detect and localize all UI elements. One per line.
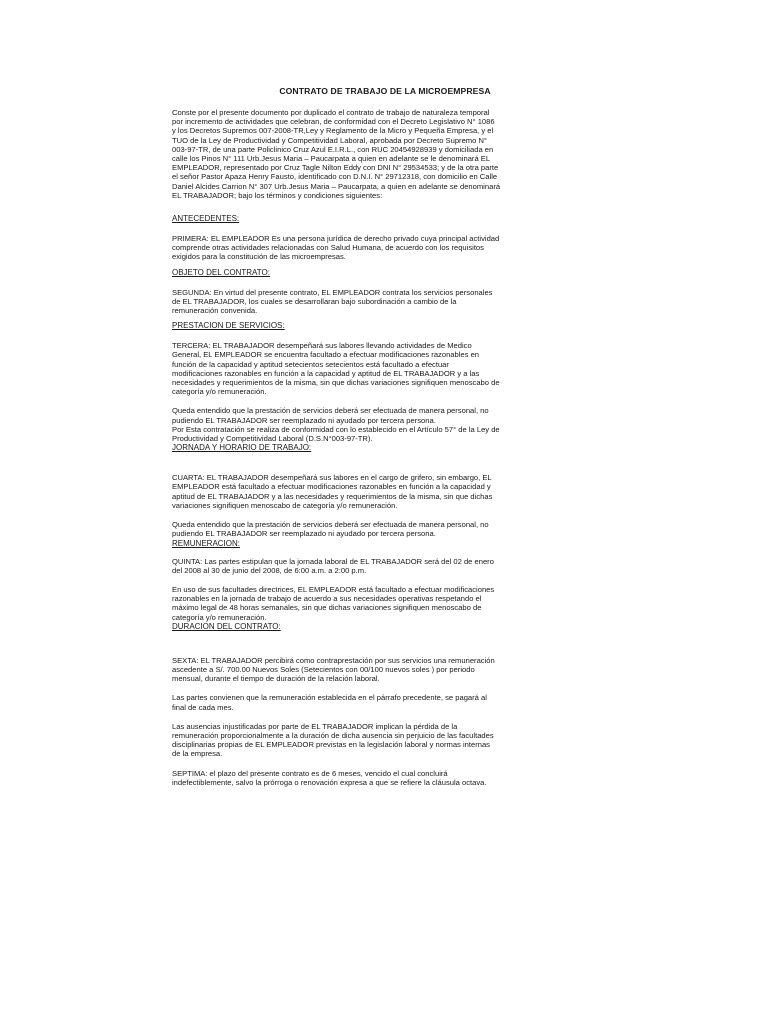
paragraph-queda-entendido-2: Queda entendido que la prestación de servicios deberá ser efectuada de manera personal, no pudiendo EL TRABAJADOR ser reemplazado ni ayudado por tercera persona.: [172, 520, 489, 539]
clause-tercera: TERCERA: EL TRABAJADOR desempeñará sus labores llevando actividades de Medico General, EL EMPLEADOR se encuentra facultado a efectuar modificaciones razonables en función de la capacidad y aptitud setecientos setecientos está facultado a efectuar modificaciones razonables en función a la capacidad y aptitud de EL TRABAJADOR y a las necesidades y requerimientos de la misma, sin que dichas variaciones signifiquen menoscabo de categoría y/o remuneración.: [172, 341, 500, 397]
paragraph-ausencias: Las ausencias injustificadas por parte de EL TRABAJADOR implican la pérdida de la remuneración proporcionalmente a la duración de dicha ausencia sin perjuicio de las facultades disciplinarias propias de EL EMPLEADOR previstas en la legislación laboral y normas internas de la empresa.: [172, 721, 494, 759]
contract-page: [172, 86, 598, 787]
heading-duracion: DURACION DEL CONTRATO:: [172, 621, 281, 631]
document-title: CONTRATO DE TRABAJO DE LA MICROEMPRESA: [279, 86, 491, 96]
clause-cuarta: CUARTA: EL TRABAJADOR desempeñará sus labores en el cargo de grifero, sin embargo, EL EMPLEADOR está facultado a efectuar modificaciones razonables en función a la capacidad y aptitud de EL TRABAJADOR y a las necesidades y requerimientos de la misma, sin que dichas variaciones signifiquen menoscabo de categoría y/o remuneración.: [172, 473, 493, 510]
heading-objeto: OBJETO DEL CONTRATO:: [172, 267, 270, 277]
paragraph-uso-facultades: En uso de sus facultades directrices, EL EMPLEADOR está facultado a efectuar modificaciones razonables en la jornada de trabajo de acuerdo a sus necesidades operativas respetando el máximo legal de 48 horas semanales, sin que dichas variaciones signifiquen menoscabo de categoría y/o remuneración.: [172, 584, 495, 622]
heading-prestacion: PRESTACION DE SERVICIOS:: [172, 321, 285, 331]
heading-jornada: JORNADA Y HORARIO DE TRABAJO:: [172, 443, 312, 453]
paragraph-queda-entendido-1: Queda entendido que la prestación de servicios deberá ser efectuada de manera personal, no pudiendo EL TRABAJADOR ser reemplazado ni ayudado por tercera persona. Por Esta contratación se realiza de conformidad con lo establecido en el Artículo 57° de la Ley de Productividad y Competitividad Laboral (D.S.N°003-97-TR).: [172, 406, 500, 444]
paragraph-partes-convienen: Las partes convienen que la remuneración establecida en el párrafo precedente, se pagará al final de cada mes.: [172, 693, 487, 712]
clause-septima: SEPTIMA: el plazo del presente contrato es de 6 meses, vencido el cual concluirá indefectiblemente, salvo la prórroga o renovación expresa a que se refiere la cláusula octava.: [172, 768, 487, 787]
intro-paragraph: Conste por el presente documento por duplicado el contrato de trabajo de naturaleza temporal por incremento de actividades que celebran, de conformidad con el Decreto Legislativo N° 1086 y los Decretos Supremos 007-2008-TR,Ley y Reglamento de la Micro y Pequeña Empresa, y el TUO de la Ley de Productividad y Competitividad Laboral, aprobada por Decreto Supremo N° 003-97-TR, de una parte Policlinico Cruz Azul E.I.R.L., con RUC 20454928939 y domiciliada en calle los Pinos N° 111 Urb.Jesus Maria – Paucarpata a quien en adelante se le denominará EL EMPLEADOR, representado por Cruz Tagle Nilton Eddy con DNI N° 29534533; y de la otra parte el señor Pastor Apaza Henry Fausto, identificado con D.N.I. N° 29712318, con domicilio en Calle Daniel Alcides Carrion N° 307 Urb.Jesus Maria – Paucarpata, a quien en adelante se denominará EL TRABAJADOR; bajo los términos y condiciones siguientes:: [172, 108, 501, 200]
heading-antecedentes: ANTECEDENTES:: [172, 214, 240, 224]
clause-sexta: SEXTA: EL TRABAJADOR percibirá como contraprestación por sus servicios una remuneración ascedente a S/. 700.00 Nuevos Soles (Setecientos con 00/100 nuevos soles ) por periodo mensual, durante el tiempo de duración de la relación laboral.: [172, 655, 495, 684]
heading-remuneracion: REMUNERACION:: [172, 538, 241, 548]
clause-quinta: QUINTA: Las partes estipulan que la jornada laboral de EL TRABAJADOR será del 02 de enero del 2008 al 30 de junio del 2008, de 6:00 a.m. a 2:00 p.m.: [172, 556, 494, 575]
clause-segunda: SEGUNDA: En virtud del presente contrato, EL EMPLEADOR contrata los servicios personales de EL TRABAJADOR, los cuales se desarrollaran bajo subordinación a cambio de la remuneración convenida.: [172, 287, 493, 316]
clause-primera: PRIMERA: EL EMPLEADOR Es una persona jurídica de derecho privado cuya principal actividad comprende otras actividades relacionadas con Salud Humana, de acuerdo con los requisitos exigidos para la constitución de las microempresas.: [172, 234, 500, 262]
